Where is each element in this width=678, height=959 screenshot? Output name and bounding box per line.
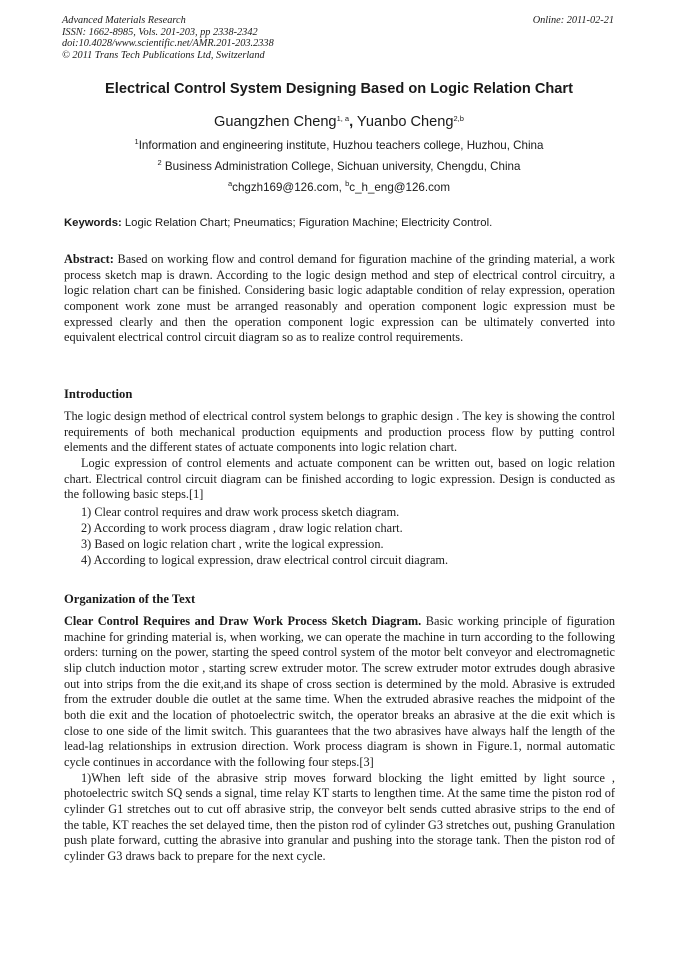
step-1: 1) Clear control requires and draw work process sketch diagram. [81,505,400,519]
intro-paragraph-2: Logic expression of control elements and actuate component can be written out, based on logic relation chart. Electrical control circuit diagram can be finished according to logic expression. Design is conducted as the following basic steps.[1] [64,455,615,502]
org-subheading: Clear Control Requires and Draw Work Process Sketch Diagram. [64,614,422,628]
step-3: 3) Based on logic relation chart , write the logical expression. [81,537,384,551]
author-1-sup: 1, a [336,114,350,123]
keywords-text: Logic Relation Chart; Pneumatics; Figuration Machine; Electricity Control. [121,217,493,229]
introduction-heading: Introduction [64,387,133,401]
journal-header [62,15,274,61]
author-separator: , [349,114,354,130]
author-2-sup: 2,b [453,114,464,123]
email-a-sup: a [227,179,233,188]
copyright-line: © 2011 Trans Tech Publications Ltd, Switzerland [62,49,265,61]
affiliation-1 [0,139,678,152]
introduction-body [64,409,615,503]
affiliation-1-text: Information and engineering institute, Huzhou teachers college, Huzhou, China [138,139,544,152]
keywords [64,217,492,229]
email-b-sup: b [345,179,350,188]
affiliation-2 [0,160,678,173]
organization-heading: Organization of the Text [64,592,196,606]
journal-name: Advanced Materials Research [62,15,186,26]
abstract [64,252,615,346]
affiliation-1-sup: 1 [134,137,139,146]
abstract-label: Abstract: [64,252,114,266]
organization-body [64,614,615,865]
paper-title: Electrical Control System Designing Based on Logic Relation Chart [105,81,573,97]
step-4: 4) According to logical expression, draw electrical control circuit diagram. [81,553,449,567]
author-2: Yuanbo Cheng [353,114,454,130]
intro-paragraph-1: The logic design method of electrical control system belongs to graphic design . The key is showing the control requirements of both mechanical production equipments and production process flow by putting control elements and the different states of actuate components into logic relation chart. [64,409,615,455]
step-2: 2) According to work process diagram , draw logic relation chart. [81,521,403,535]
org-paragraph-1 [64,614,615,771]
affiliation-2-text: Business Administration College, Sichuan university, Chengdu, China [161,160,521,173]
issn-line: ISSN: 1662-8985, Vols. 201-203, pp 2338-2342 [62,26,258,38]
abstract-text: Based on working flow and control demand for figuration machine of the grinding material, a work process sketch map is drawn. According to the logic design method and step of electrical control circuitry, a logic relation chart can be finished. Considering basic logic adaptable condition of relay expression, operation component work zone must be arranged reasonably and operation component logic expression must be expressed clearly and then the operation component logic expression can be ultimately converted into equivalent electrical control circuit diagram so as to realize control requirements. [64,252,615,345]
keywords-label: Keywords: [64,217,122,229]
author-emails [0,181,678,194]
affiliation-2-sup: 2 [157,158,162,167]
org-paragraph-2: 1)When left side of the abrasive strip moves forward blocking the light emitted by light source , photoelectric switch SQ sends a signal, time relay KT starts to lengthen time. At the same time the piston rod of cylinder G1 stretches out to cut off abrasive strip, the conveyor belt sends cutted abrasive strips to the end of the table, KT reaches the set delayed time, then the piston rod of cylinder G3 stretches out, pushing Granulation push plate forward, cutting the abrasive into granular and pushing into the storage tank. Then the piston rod of cylinder G3 draws back to prepare for the next cycle. [64,770,615,863]
author-line [0,114,678,130]
org-paragraph-1-text: Basic working principle of figuration machine for grinding material is, when working, we can operate the machine in turn according to the following orders: turning on the power, starting the speed control system of the motor belt conveyor and electromagnetic slip clutch induction motor , starting screw extruder motor. The screw extruder motor extrudes dough abrasive out into strips from the die exit,and its shape of cross section is determined by the mold. Abrasive is extruded from the extruder double die outlet at the same time. When the extruded abrasive reaches the midpoint of the both die exit and the location of photoelectric switch, the operator breaks an abrasive at the die exit which is close to one side of the limit switch. This guarantees that the two abrasives have always half the length of the lead-lag relationships in extrusion direction. Work process diagram is shown in Figure.1, normal automatic cycle continues in accordance with the following four steps.[3] [64,614,615,769]
online-date: Online: 2011-02-21 [532,15,614,26]
doi-line: doi:10.4028/www.scientific.net/AMR.201-203.2338 [62,38,274,50]
email-a: chgzh169@126.com, [232,181,346,194]
email-b: c_h_eng@126.com [349,181,451,194]
author-1: Guangzhen Cheng [214,114,337,130]
